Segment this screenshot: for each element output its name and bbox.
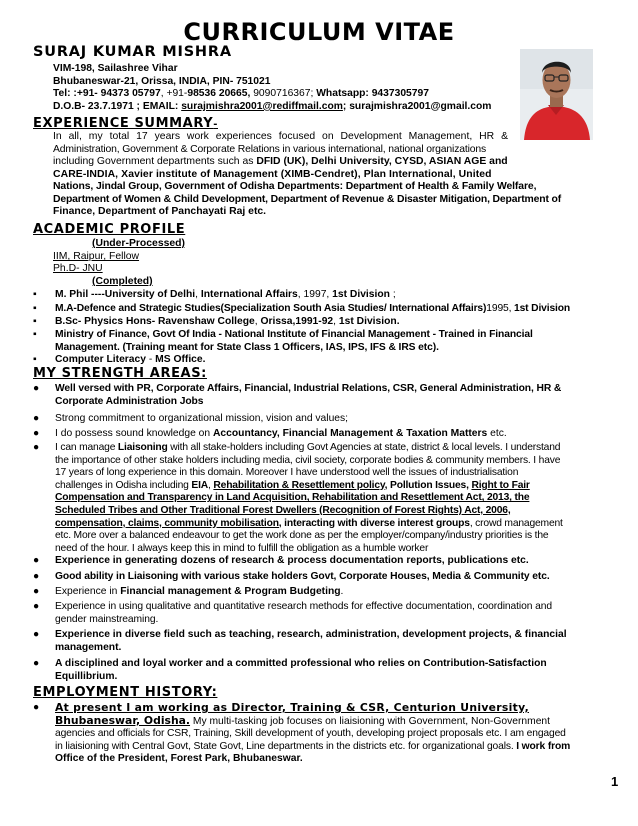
experience-line: Administration, Government & Corporate Relations in various international, national organizations — [53, 143, 487, 155]
strength-line: management. — [55, 641, 122, 653]
t: Pollution Issues, — [387, 479, 472, 491]
employment-line: At present I am working as Director, Training & CSR, Centurion University, — [55, 701, 530, 714]
experience-line: CARE-INDIA, Xavier institute of Management (XIMB-Cendret), Plan International, United — [53, 168, 492, 180]
contact-block — [53, 63, 491, 113]
strength-line: Compensation and Transparency in Land Acquisition, Rehabilitation and Resettlement Act, 2013, the — [55, 492, 530, 504]
experience-line — [53, 156, 508, 169]
employment-line: Office of the President, Forest Park, Bhubaneswar. — [55, 753, 303, 765]
t: Bhubaneswar, Odisha. — [55, 713, 191, 727]
subject: International Affairs — [200, 289, 298, 300]
t: My multi-tasking job focuses on liaisioning with Government, Non-Government — [190, 715, 551, 727]
section-strength-areas: MY STRENGTH AREAS: — [33, 366, 207, 381]
bullet-dot-icon: ● — [33, 555, 40, 566]
phone-line — [53, 88, 491, 101]
sep: , — [254, 316, 261, 327]
whatsapp: Whatsapp: 9437305797 — [316, 88, 429, 100]
skill: Computer Literacy — [55, 354, 146, 365]
t: , — [208, 479, 214, 491]
year: 1995, — [486, 303, 515, 314]
degree: M. Phil ----University of Delhi — [55, 289, 196, 300]
strength-line: Experience in diverse field such as teaching, research, administration, development projects, & financial — [55, 629, 567, 640]
t: Experience in — [55, 586, 121, 597]
strength-line: etc. More over a balanced endeavour to get the work done as per the employer/company/industry priorities is the — [55, 530, 549, 542]
section-academic-profile: ACADEMIC PROFILE — [33, 222, 186, 237]
t: Financial management & Program Budgeting — [120, 586, 341, 597]
sep: , — [195, 289, 201, 300]
t: I work from — [516, 740, 571, 752]
division: 1st Division — [514, 303, 571, 314]
bullet-dot-icon: ● — [33, 413, 40, 424]
strength-bold: Accountancy, Financial Management & Taxation Matters — [213, 428, 488, 439]
experience-line-text: including Government departments such as — [53, 156, 257, 168]
bullet-dot-icon: ● — [33, 629, 40, 640]
t: Liaisoning — [117, 442, 168, 453]
dob-email-line — [53, 101, 491, 114]
t: I can manage — [55, 442, 118, 453]
year: , 1997, — [297, 289, 333, 300]
training-line: Ministry of Finance, Govt Of India - National Institute of Financial Management - Trained in Financial — [55, 329, 533, 340]
processed-item: IIM, Raipur, Fellow — [53, 251, 140, 262]
t: compensation, claims, community mobilisation, — [55, 517, 282, 529]
tel-secondary: 98536 20665, — [187, 88, 251, 100]
page-number: 1 — [611, 774, 619, 789]
bullet-dot-icon: ● — [33, 658, 40, 669]
division: 1st Division. — [338, 316, 400, 327]
dob-label: D.O.B- 23.7.1971 ; EMAIL: — [53, 100, 182, 112]
experience-line: Finance, Department of Panchayati Raj etc. — [53, 206, 267, 218]
division: 1st Division — [332, 289, 390, 300]
strength-line: Well versed with PR, Corporate Affairs, Financial, Industrial Relations, CSR, General Administration, HR & — [55, 383, 562, 394]
experience-paragraph-part2 — [53, 181, 593, 219]
bullet-square-icon: ▪ — [33, 289, 37, 300]
processed-item: Ph.D- JNU — [53, 263, 103, 274]
t: . — [340, 586, 344, 597]
skill-detail: MS Office. — [155, 354, 206, 365]
strength-line — [55, 442, 615, 455]
tel-primary: Tel: :+91- 94373 05797 — [53, 88, 161, 100]
strength-line: Corporate Administration Jobs — [55, 395, 204, 407]
experience-line: Nations, Jindal Group, Government of Odisha Departments: Department of Health & Family Welfare, — [53, 181, 537, 192]
degree: B.Sc- Physics Hons- Ravenshaw College — [55, 316, 255, 327]
bullet-dot-icon: ● — [33, 601, 40, 612]
experience-heading-suffix: - — [213, 119, 218, 130]
bullet-square-icon: ▪ — [33, 316, 37, 327]
strength-line: Scheduled Tribes and Other Traditional Forest Dwellers (Recognition of Forest Rights) Act, 2006, — [55, 504, 511, 516]
tel-sep: , +91- — [160, 88, 188, 100]
experience-heading: EXPERIENCE SUMMARY — [33, 116, 214, 131]
completed-label: (Completed) — [92, 276, 153, 287]
email-link-rediff[interactable]: surajmishra2001@rediffmail.com — [181, 100, 343, 112]
strength-text: I do possess sound knowledge on — [55, 428, 213, 439]
t: with all stake-holders including Govt Agencies at state, district & local levels. I understand — [167, 442, 561, 453]
bullet-dot-icon: ● — [33, 428, 40, 439]
employment-line — [55, 715, 615, 729]
experience-orgs: DFID (UK), Delhi University, CYSD, ASIAN AGE and — [256, 156, 508, 168]
degree: M.A-Defence and Strategic Studies(Specialization South Asia Studies/ International Affairs) — [55, 303, 487, 314]
experience-line: Department of Women & Child Development, Department of Revenue & Disaster Mitigation, Department of — [53, 193, 562, 205]
bullet-square-icon: ▪ — [33, 329, 37, 340]
candidate-name: SURAJ KUMAR MISHRA — [33, 44, 232, 60]
strength-line: gender mainstreaming. — [55, 613, 159, 625]
strength-text: Strong commitment to organizational mission, vision and values; — [55, 413, 349, 424]
t: , crowd management — [469, 517, 563, 529]
bullet-dot-icon: ● — [33, 383, 40, 394]
bullet-square-icon: ▪ — [33, 303, 37, 314]
sep: - — [145, 354, 156, 365]
document-title: CURRICULUM VITAE — [183, 18, 455, 46]
training-line: Management. (Training meant for State Class 1 Officers, IAS, IPS, IFS & IRS etc). — [55, 341, 439, 353]
t: EIA — [191, 479, 209, 491]
bullet-square-icon: ▪ — [33, 354, 37, 365]
strength-line: need of the hour. I always keep this in mind to fulfill the obligation as a humble worker — [55, 542, 429, 554]
strength-text: etc. — [487, 428, 507, 439]
tail: ; — [389, 289, 396, 300]
employment-line: agencies and officials for CSR, Training, Skill development of youth, developing project proposals etc. I am engaged — [55, 728, 566, 740]
section-experience-summary — [33, 116, 218, 131]
bullet-dot-icon: ● — [33, 571, 40, 582]
email-gmail: ; surajmishra2001@gmail.com — [342, 100, 492, 112]
t: Right to Fair — [471, 479, 530, 491]
t: Rehabilitation & Resettlement policy, — [213, 479, 388, 491]
strength-text: Good ability in Liaisoning with various stake holders Govt, Corporate Houses, Media & Community etc. — [55, 571, 550, 582]
bullet-dot-icon: ● — [33, 442, 40, 453]
strength-line: Experience in using qualitative and quantitative research methods for effective documentation, coordination and — [55, 601, 553, 612]
bullet-dot-icon: ● — [33, 586, 40, 597]
experience-paragraph-part1 — [53, 131, 508, 181]
t: challenges in Odisha including — [55, 479, 192, 491]
strength-line: A disciplined and loyal worker and a committed professional who relies on Contribution-Satisfaction — [55, 658, 547, 669]
place: Orissa,1991-92 — [260, 316, 334, 327]
t: interacting with diverse interest groups — [281, 517, 470, 529]
strength-line: Equillibrium. — [55, 670, 118, 682]
t: in liaisioning with Central Govt, State Govt, Line departments in the districts etc. for organizational goals. — [55, 740, 517, 752]
under-processed-label: (Under-Processed) — [92, 238, 185, 249]
section-employment-history: EMPLOYMENT HISTORY: — [33, 685, 218, 700]
experience-line: In all, my total 17 years work experiences focused on Development Management, HR & — [53, 131, 508, 142]
address-line-2: Bhubaneswar-21, Orissa, INDIA, PIN- 751021 — [53, 75, 271, 87]
strength-line: 17 years of long experience in this domain. Moreover I have understood well the issues of industrialisation — [55, 467, 519, 479]
strength-line — [55, 518, 615, 531]
address-line-1: VIM-198, Sailashree Vihar — [53, 63, 178, 74]
strength-line — [55, 480, 615, 493]
bullet-dot-icon: ● — [33, 702, 40, 713]
tel-third: 9090716367; — [250, 88, 317, 100]
sep2: , — [333, 316, 339, 327]
person-photo — [520, 49, 593, 140]
strength-text: Experience in generating dozens of research & process documentation reports, publications etc. — [55, 555, 529, 566]
strength-line: the importance of other stake holders including media, civil society, corporate bodies & community members. I have — [55, 454, 561, 466]
